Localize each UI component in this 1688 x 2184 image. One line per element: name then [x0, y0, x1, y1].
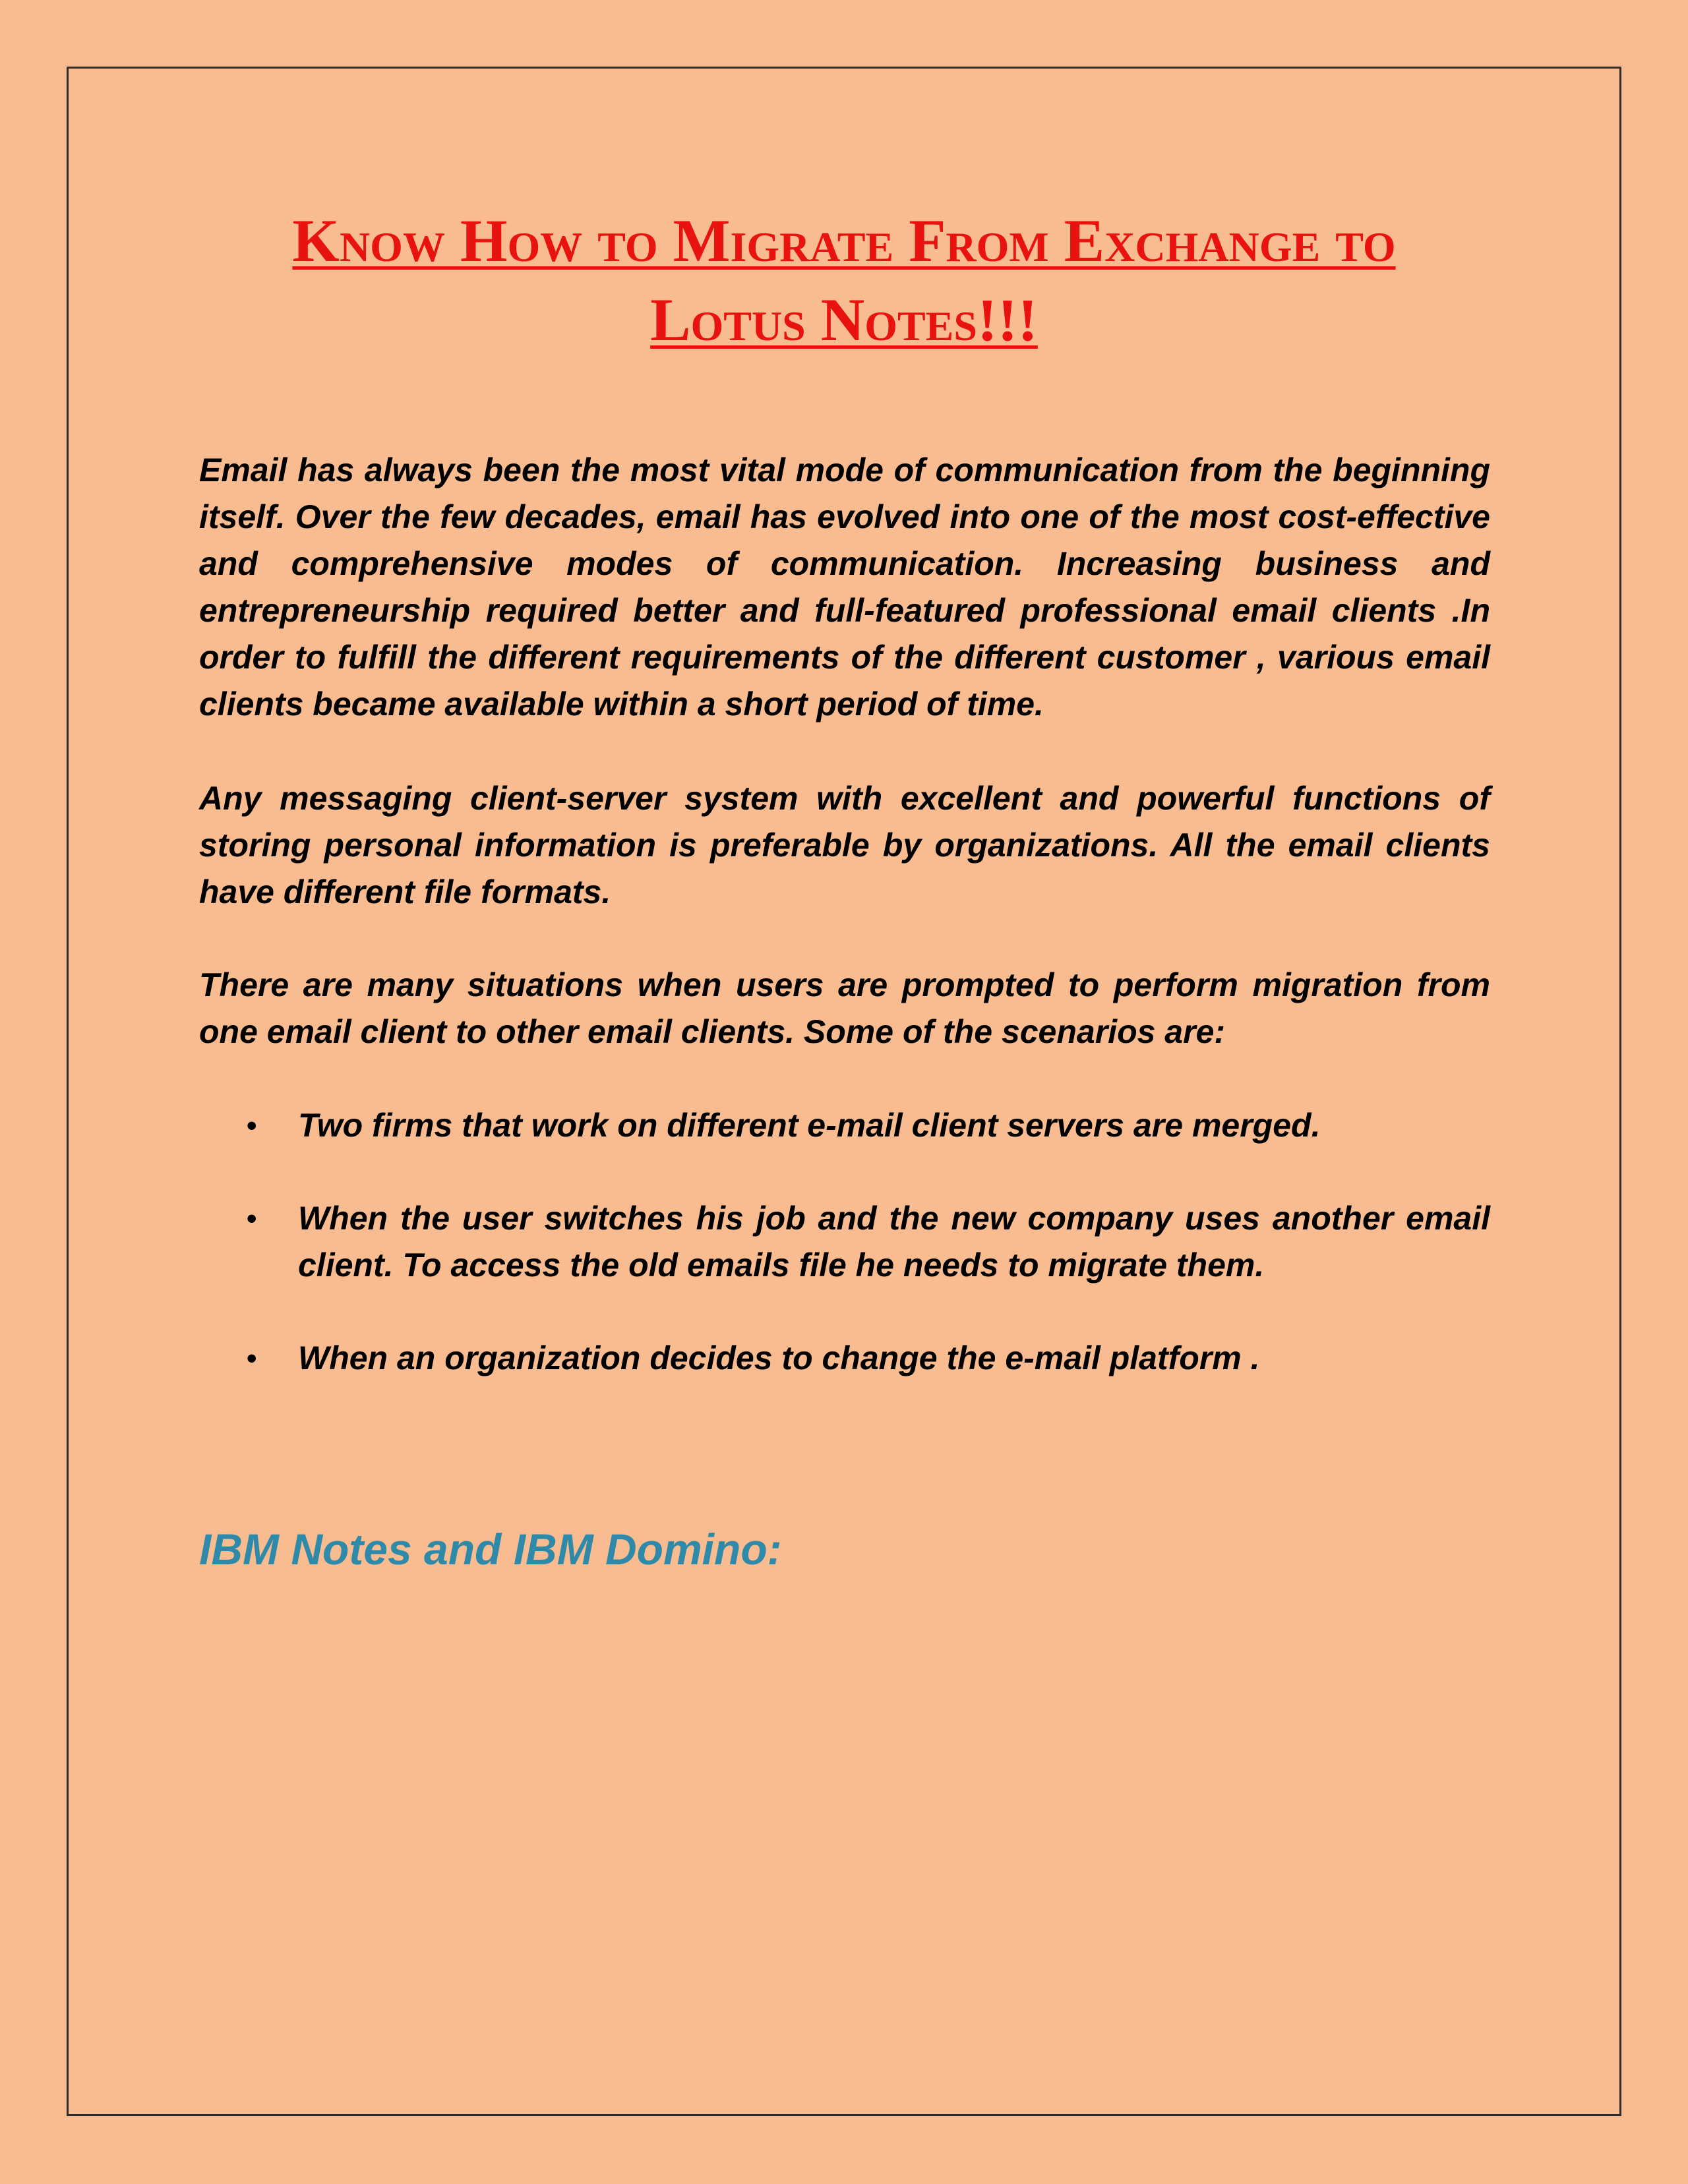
scenarios-intro-paragraph: There are many situations when users are prompted to perform migration from one email client to other email clients. Some of the scenarios are: [199, 966, 1490, 1050]
document-title: Know How to Migrate From Exchange to Lotus Notes!!! [292, 207, 1396, 353]
section-heading: IBM Notes and IBM Domino: [199, 1525, 782, 1574]
list-item-text: When an organization decides to change the e-mail platform . [298, 1340, 1260, 1376]
bullet-icon: • [247, 1342, 257, 1374]
bullet-icon: • [247, 1202, 257, 1235]
page-border [67, 67, 1621, 2116]
bullet-icon: • [247, 1109, 257, 1142]
list-item [199, 1335, 1490, 1382]
list-item [199, 1102, 1490, 1149]
list-item-text: When the user switches his job and the new company uses another email client. To access the old emails file he needs to migrate them. [298, 1200, 1490, 1284]
list-item [199, 1195, 1490, 1289]
intro-paragraph: Email has always been the most vital mode of communication from the beginning itself. Over the few decades, email has evolved into one of the most cost-effective and comprehensive modes of communication. Increasing business and entrepreneurship required better and full-featured professional email clients .In order to fulfill the different requirements of the different customer , various email clients became available within a short period of time. [199, 452, 1490, 723]
messaging-paragraph: Any messaging client-server system with excellent and powerful functions of storing personal information is preferable by organizations. All the email clients have different file formats. [199, 780, 1490, 910]
list-item-text: Two firms that work on different e-mail client servers are merged. [298, 1107, 1321, 1144]
scenario-list [199, 1102, 1490, 1428]
